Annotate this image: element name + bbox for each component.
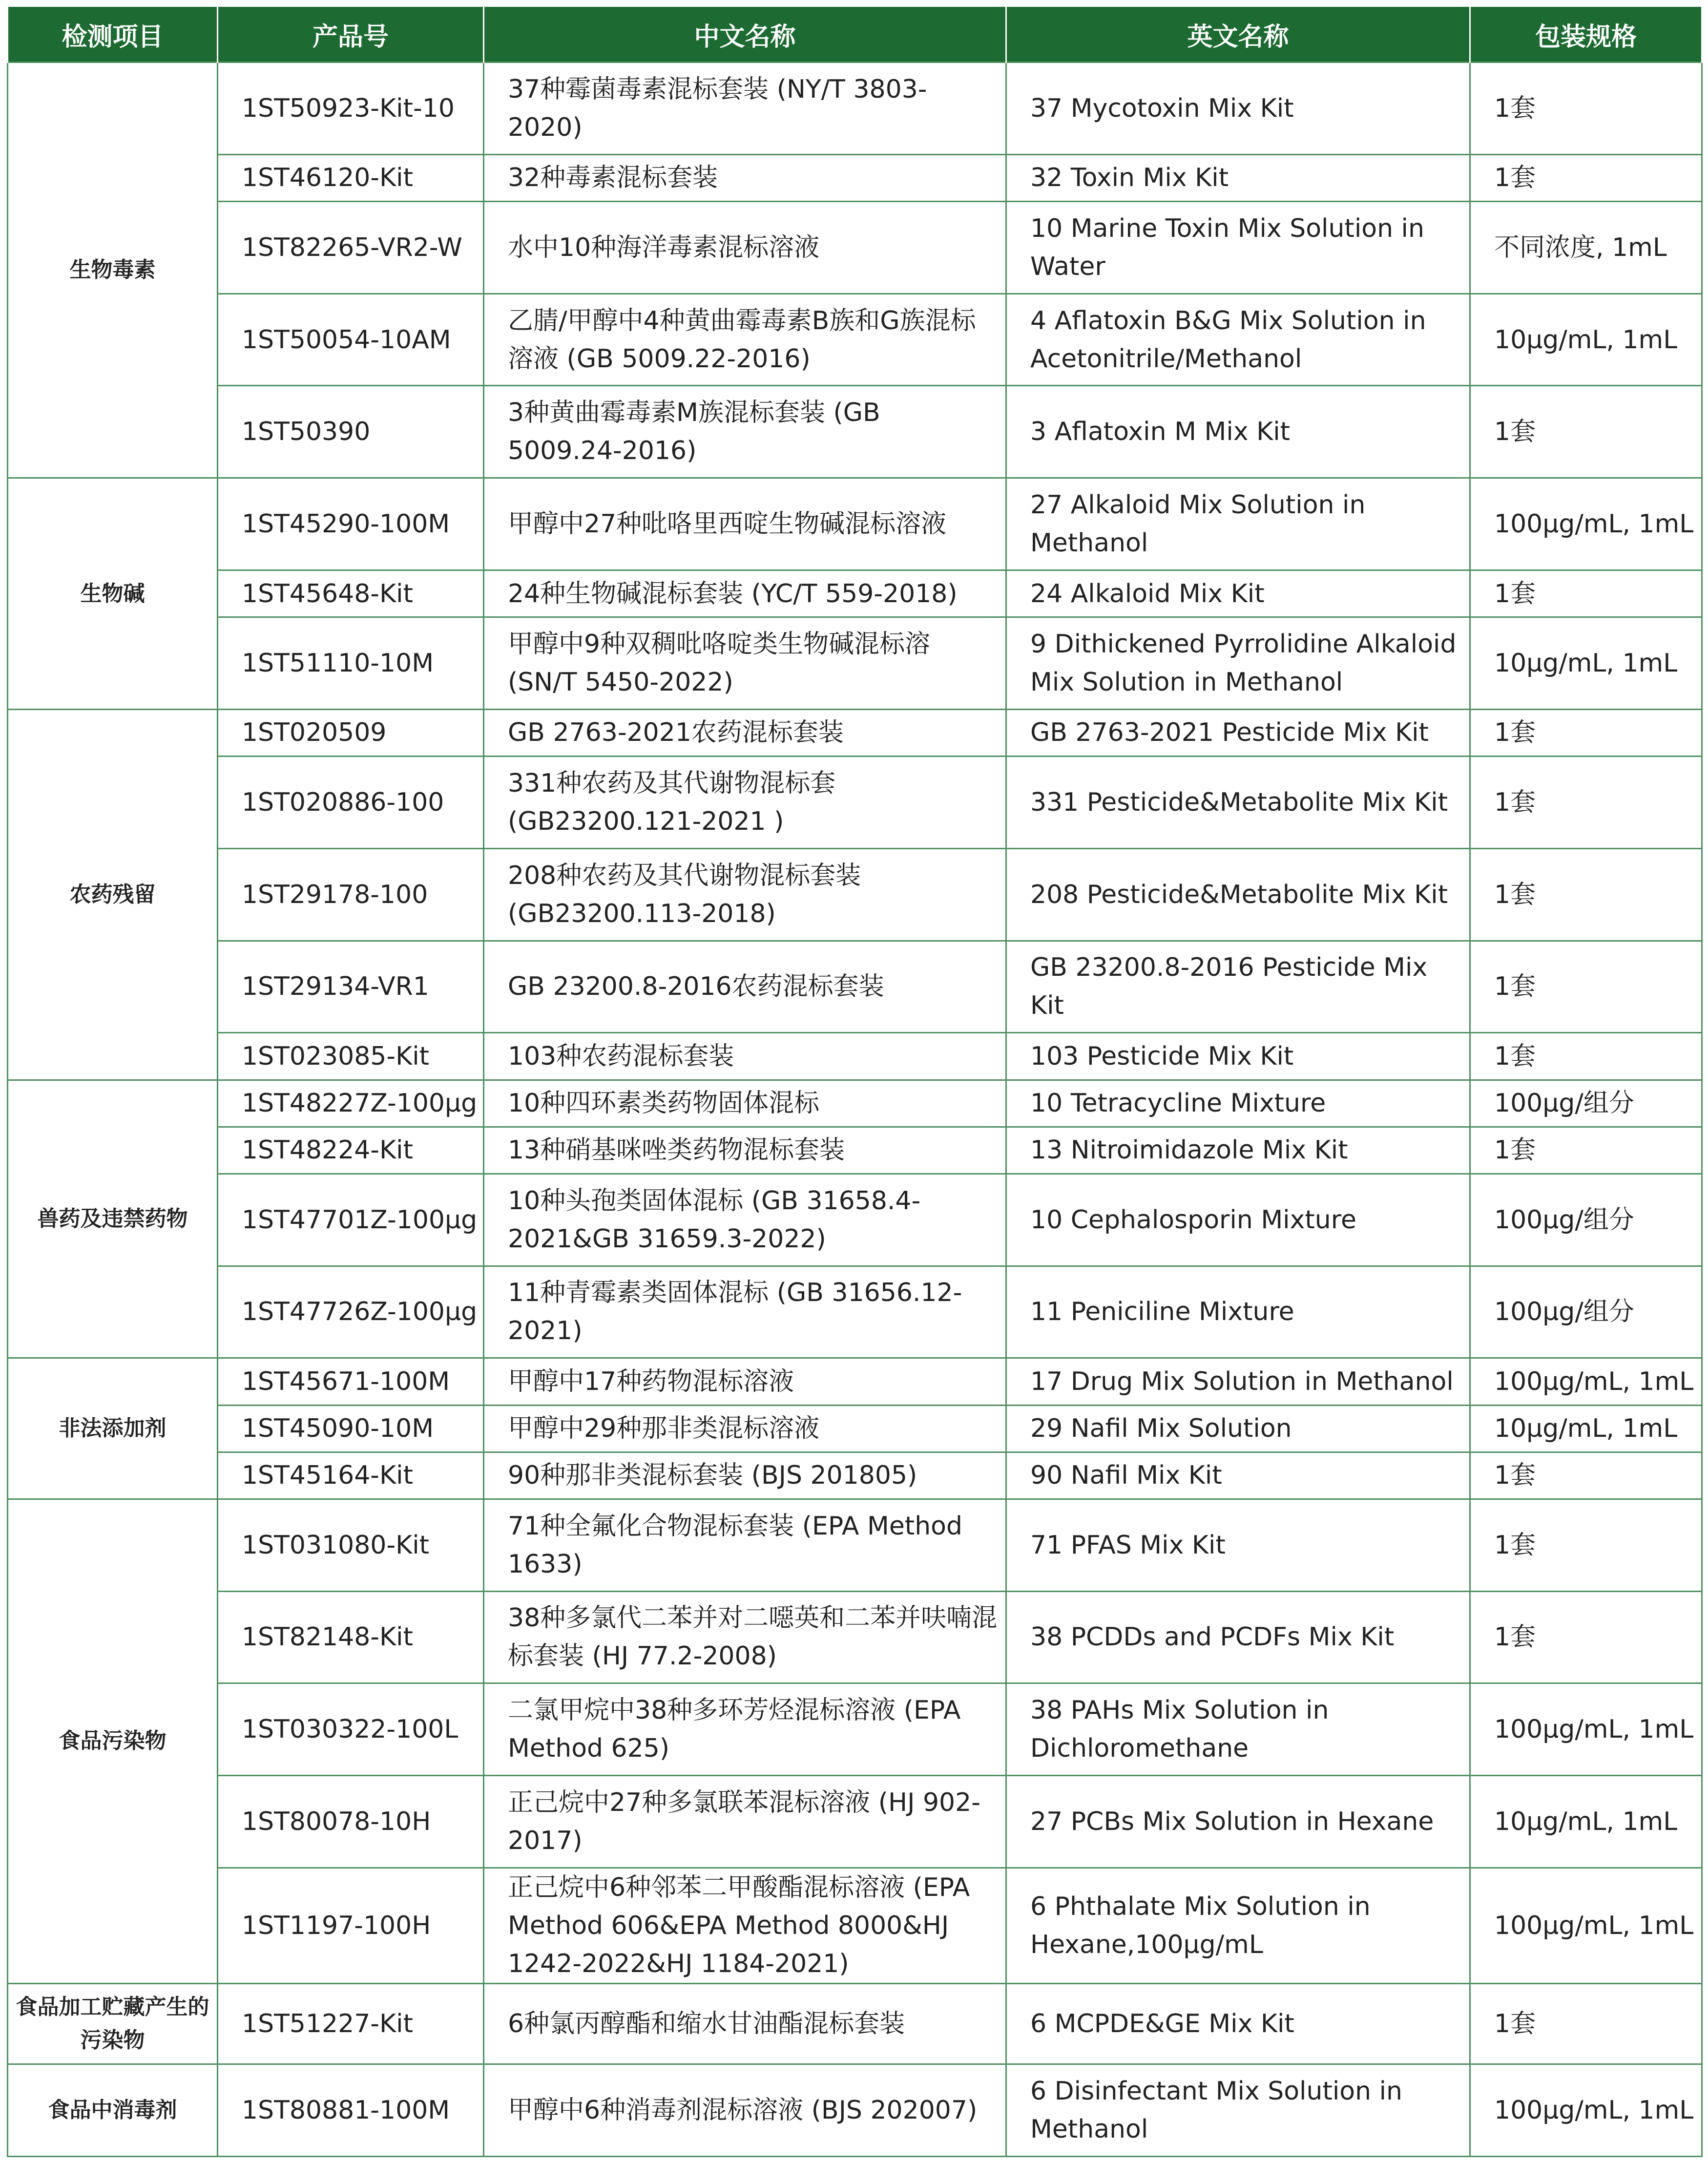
- package-cell: 1套: [1470, 386, 1702, 478]
- cn-name-cell: 38种多氯代二苯并对二噁英和二苯并呋喃混标套装 (HJ 77.2-2008): [484, 1591, 1006, 1683]
- cn-name-cell: 甲醇中17种药物混标溶液: [484, 1358, 1006, 1405]
- table-row: [8, 1127, 1702, 1174]
- package-cell: 100μg/mL, 1mL: [1470, 2064, 1702, 2156]
- cn-name-cell: 甲醇中27种吡咯里西啶生物碱混标溶液: [484, 478, 1006, 570]
- en-name-cell: 11 Peniciline Mixture: [1006, 1266, 1470, 1358]
- en-name-cell: 331 Pesticide&Metabolite Mix Kit: [1006, 756, 1470, 849]
- package-cell: 1套: [1470, 63, 1702, 155]
- table-row: [8, 1983, 1702, 2064]
- cn-name-cell: 37种霉菌毒素混标套装 (NY/T 3803-2020): [484, 63, 1006, 155]
- table-row: [8, 1452, 1702, 1499]
- cn-name-cell: 乙腈/甲醇中4种黄曲霉毒素B族和G族混标溶液 (GB 5009.22-2016): [484, 294, 1006, 386]
- product-no-cell: 1ST29134-VR1: [218, 941, 484, 1033]
- product-no-cell: 1ST45090-10M: [218, 1405, 484, 1452]
- product-no-cell: 1ST48224-Kit: [218, 1127, 484, 1174]
- header-cn-name: 中文名称: [484, 7, 1006, 63]
- package-cell: 10μg/mL, 1mL: [1470, 1776, 1702, 1868]
- table-row: [8, 1499, 1702, 1591]
- header-package: 包装规格: [1470, 7, 1702, 63]
- table-row: [8, 154, 1702, 201]
- product-no-cell: 1ST47726Z-100μg: [218, 1266, 484, 1358]
- category-cell: 食品加工贮藏产生的污染物: [8, 1983, 218, 2064]
- cn-name-cell: 水中10种海洋毒素混标溶液: [484, 201, 1006, 294]
- table-row: [8, 617, 1702, 710]
- table-row: [8, 570, 1702, 617]
- category-cell: 食品中消毒剂: [8, 2064, 218, 2156]
- product-no-cell: 1ST47701Z-100μg: [218, 1174, 484, 1266]
- package-cell: 100μg/组分: [1470, 1174, 1702, 1266]
- package-cell: 100μg/组分: [1470, 1080, 1702, 1127]
- table-row: [8, 1683, 1702, 1776]
- package-cell: 100μg/mL, 1mL: [1470, 1358, 1702, 1405]
- cn-name-cell: 10种头孢类固体混标 (GB 31658.4-2021&GB 31659.3-2022): [484, 1174, 1006, 1266]
- table-row: [8, 1033, 1702, 1080]
- product-no-cell: 1ST80078-10H: [218, 1776, 484, 1868]
- package-cell: 1套: [1470, 1033, 1702, 1080]
- category-cell: 农药残留: [8, 709, 218, 1080]
- cn-name-cell: 71种全氟化合物混标套装 (EPA Method 1633): [484, 1499, 1006, 1591]
- product-no-cell: 1ST82148-Kit: [218, 1591, 484, 1683]
- package-cell: 1套: [1470, 570, 1702, 617]
- product-no-cell: 1ST51110-10M: [218, 617, 484, 710]
- package-cell: 1套: [1470, 941, 1702, 1033]
- en-name-cell: 9 Dithickened Pyrrolidine Alkaloid Mix Solution in Methanol: [1006, 617, 1470, 710]
- cn-name-cell: 32种毒素混标套装: [484, 154, 1006, 201]
- table-row: [8, 478, 1702, 570]
- en-name-cell: 37 Mycotoxin Mix Kit: [1006, 63, 1470, 155]
- package-cell: 10μg/mL, 1mL: [1470, 1405, 1702, 1452]
- table-header-row: [8, 7, 1702, 63]
- en-name-cell: 71 PFAS Mix Kit: [1006, 1499, 1470, 1591]
- package-cell: 1套: [1470, 1452, 1702, 1499]
- en-name-cell: GB 2763-2021 Pesticide Mix Kit: [1006, 709, 1470, 756]
- package-cell: 1套: [1470, 1591, 1702, 1683]
- cn-name-cell: 6种氯丙醇酯和缩水甘油酯混标套装: [484, 1983, 1006, 2064]
- en-name-cell: 208 Pesticide&Metabolite Mix Kit: [1006, 848, 1470, 941]
- header-product-no: 产品号: [218, 7, 484, 63]
- package-cell: 1套: [1470, 1983, 1702, 2064]
- table-row: [8, 294, 1702, 386]
- table-row: [8, 386, 1702, 478]
- table-row: [8, 1405, 1702, 1452]
- cn-name-cell: 3种黄曲霉毒素M族混标套装 (GB 5009.24-2016): [484, 386, 1006, 478]
- package-cell: 1套: [1470, 1127, 1702, 1174]
- product-no-cell: 1ST82265-VR2-W: [218, 201, 484, 294]
- package-cell: 100μg/mL, 1mL: [1470, 1683, 1702, 1776]
- cn-name-cell: 24种生物碱混标套装 (YC/T 559-2018): [484, 570, 1006, 617]
- en-name-cell: 10 Marine Toxin Mix Solution in Water: [1006, 201, 1470, 294]
- category-cell: 非法添加剂: [8, 1358, 218, 1499]
- table-row: [8, 756, 1702, 849]
- en-name-cell: 38 PAHs Mix Solution in Dichloromethane: [1006, 1683, 1470, 1776]
- cn-name-cell: 11种青霉素类固体混标 (GB 31656.12-2021): [484, 1266, 1006, 1358]
- en-name-cell: 3 Aflatoxin M Mix Kit: [1006, 386, 1470, 478]
- header-category: 检测项目: [8, 7, 218, 63]
- table-row: [8, 201, 1702, 294]
- en-name-cell: 27 PCBs Mix Solution in Hexane: [1006, 1776, 1470, 1868]
- en-name-cell: 6 Phthalate Mix Solution in Hexane,100μg/mL: [1006, 1868, 1470, 1983]
- en-name-cell: 103 Pesticide Mix Kit: [1006, 1033, 1470, 1080]
- cn-name-cell: 331种农药及其代谢物混标套 (GB23200.121-2021 ): [484, 756, 1006, 849]
- product-no-cell: 1ST1197-100H: [218, 1868, 484, 1983]
- cn-name-cell: 13种硝基咪唑类药物混标套装: [484, 1127, 1006, 1174]
- en-name-cell: 13 Nitroimidazole Mix Kit: [1006, 1127, 1470, 1174]
- product-no-cell: 1ST46120-Kit: [218, 154, 484, 201]
- product-no-cell: 1ST45164-Kit: [218, 1452, 484, 1499]
- table-row: [8, 1266, 1702, 1358]
- en-name-cell: GB 23200.8-2016 Pesticide Mix Kit: [1006, 941, 1470, 1033]
- cn-name-cell: 208种农药及其代谢物混标套装 (GB23200.113-2018): [484, 848, 1006, 941]
- table-row: [8, 1358, 1702, 1405]
- table-row: [8, 1080, 1702, 1127]
- product-no-cell: 1ST45648-Kit: [218, 570, 484, 617]
- category-cell: 兽药及违禁药物: [8, 1080, 218, 1358]
- en-name-cell: 6 MCPDE&GE Mix Kit: [1006, 1983, 1470, 2064]
- product-no-cell: 1ST29178-100: [218, 848, 484, 941]
- product-no-cell: 1ST031080-Kit: [218, 1499, 484, 1591]
- en-name-cell: 90 Nafil Mix Kit: [1006, 1452, 1470, 1499]
- product-no-cell: 1ST51227-Kit: [218, 1983, 484, 2064]
- table-row: [8, 848, 1702, 941]
- package-cell: 1套: [1470, 154, 1702, 201]
- package-cell: 10μg/mL, 1mL: [1470, 294, 1702, 386]
- en-name-cell: 27 Alkaloid Mix Solution in Methanol: [1006, 478, 1470, 570]
- en-name-cell: 17 Drug Mix Solution in Methanol: [1006, 1358, 1470, 1405]
- table-row: [8, 1591, 1702, 1683]
- product-table: [7, 7, 1703, 2157]
- product-no-cell: 1ST020886-100: [218, 756, 484, 849]
- category-cell: 生物碱: [8, 478, 218, 710]
- en-name-cell: 29 Nafil Mix Solution: [1006, 1405, 1470, 1452]
- category-cell: 食品污染物: [8, 1499, 218, 1983]
- cn-name-cell: 甲醇中29种那非类混标溶液: [484, 1405, 1006, 1452]
- table-row: [8, 2064, 1702, 2156]
- product-no-cell: 1ST80881-100M: [218, 2064, 484, 2156]
- product-no-cell: 1ST50923-Kit-10: [218, 63, 484, 155]
- table-row: [8, 63, 1702, 155]
- package-cell: 不同浓度, 1mL: [1470, 201, 1702, 294]
- package-cell: 1套: [1470, 756, 1702, 849]
- product-no-cell: 1ST020509: [218, 709, 484, 756]
- en-name-cell: 10 Tetracycline Mixture: [1006, 1080, 1470, 1127]
- package-cell: 1套: [1470, 1499, 1702, 1591]
- cn-name-cell: GB 23200.8-2016农药混标套装: [484, 941, 1006, 1033]
- product-no-cell: 1ST48227Z-100μg: [218, 1080, 484, 1127]
- package-cell: 100μg/mL, 1mL: [1470, 478, 1702, 570]
- product-no-cell: 1ST50054-10AM: [218, 294, 484, 386]
- cn-name-cell: 90种那非类混标套装 (BJS 201805): [484, 1452, 1006, 1499]
- cn-name-cell: 正己烷中6种邻苯二甲酸酯混标溶液 (EPA Method 606&EPA Method 8000&HJ 1242-2022&HJ 1184-2021): [484, 1868, 1006, 1983]
- package-cell: 1套: [1470, 709, 1702, 756]
- product-no-cell: 1ST45290-100M: [218, 478, 484, 570]
- table-row: [8, 941, 1702, 1033]
- package-cell: 10μg/mL, 1mL: [1470, 617, 1702, 710]
- package-cell: 100μg/mL, 1mL: [1470, 1868, 1702, 1983]
- table-row: [8, 709, 1702, 756]
- table-row: [8, 1868, 1702, 1983]
- package-cell: 1套: [1470, 848, 1702, 941]
- table-row: [8, 1174, 1702, 1266]
- package-cell: 100μg/组分: [1470, 1266, 1702, 1358]
- product-no-cell: 1ST030322-100L: [218, 1683, 484, 1776]
- cn-name-cell: 10种四环素类药物固体混标: [484, 1080, 1006, 1127]
- cn-name-cell: 甲醇中9种双稠吡咯啶类生物碱混标溶 (SN/T 5450-2022): [484, 617, 1006, 710]
- table-row: [8, 1776, 1702, 1868]
- cn-name-cell: 正己烷中27种多氯联苯混标溶液 (HJ 902-2017): [484, 1776, 1006, 1868]
- en-name-cell: 6 Disinfectant Mix Solution in Methanol: [1006, 2064, 1470, 2156]
- product-no-cell: 1ST45671-100M: [218, 1358, 484, 1405]
- cn-name-cell: 二氯甲烷中38种多环芳烃混标溶液 (EPA Method 625): [484, 1683, 1006, 1776]
- header-en-name: 英文名称: [1006, 7, 1470, 63]
- product-no-cell: 1ST023085-Kit: [218, 1033, 484, 1080]
- en-name-cell: 10 Cephalosporin Mixture: [1006, 1174, 1470, 1266]
- en-name-cell: 32 Toxin Mix Kit: [1006, 154, 1470, 201]
- cn-name-cell: 103种农药混标套装: [484, 1033, 1006, 1080]
- en-name-cell: 4 Aflatoxin B&G Mix Solution in Acetonitrile/Methanol: [1006, 294, 1470, 386]
- cn-name-cell: GB 2763-2021农药混标套装: [484, 709, 1006, 756]
- cn-name-cell: 甲醇中6种消毒剂混标溶液 (BJS 202007): [484, 2064, 1006, 2156]
- en-name-cell: 24 Alkaloid Mix Kit: [1006, 570, 1470, 617]
- category-cell: 生物毒素: [8, 63, 218, 478]
- en-name-cell: 38 PCDDs and PCDFs Mix Kit: [1006, 1591, 1470, 1683]
- product-no-cell: 1ST50390: [218, 386, 484, 478]
